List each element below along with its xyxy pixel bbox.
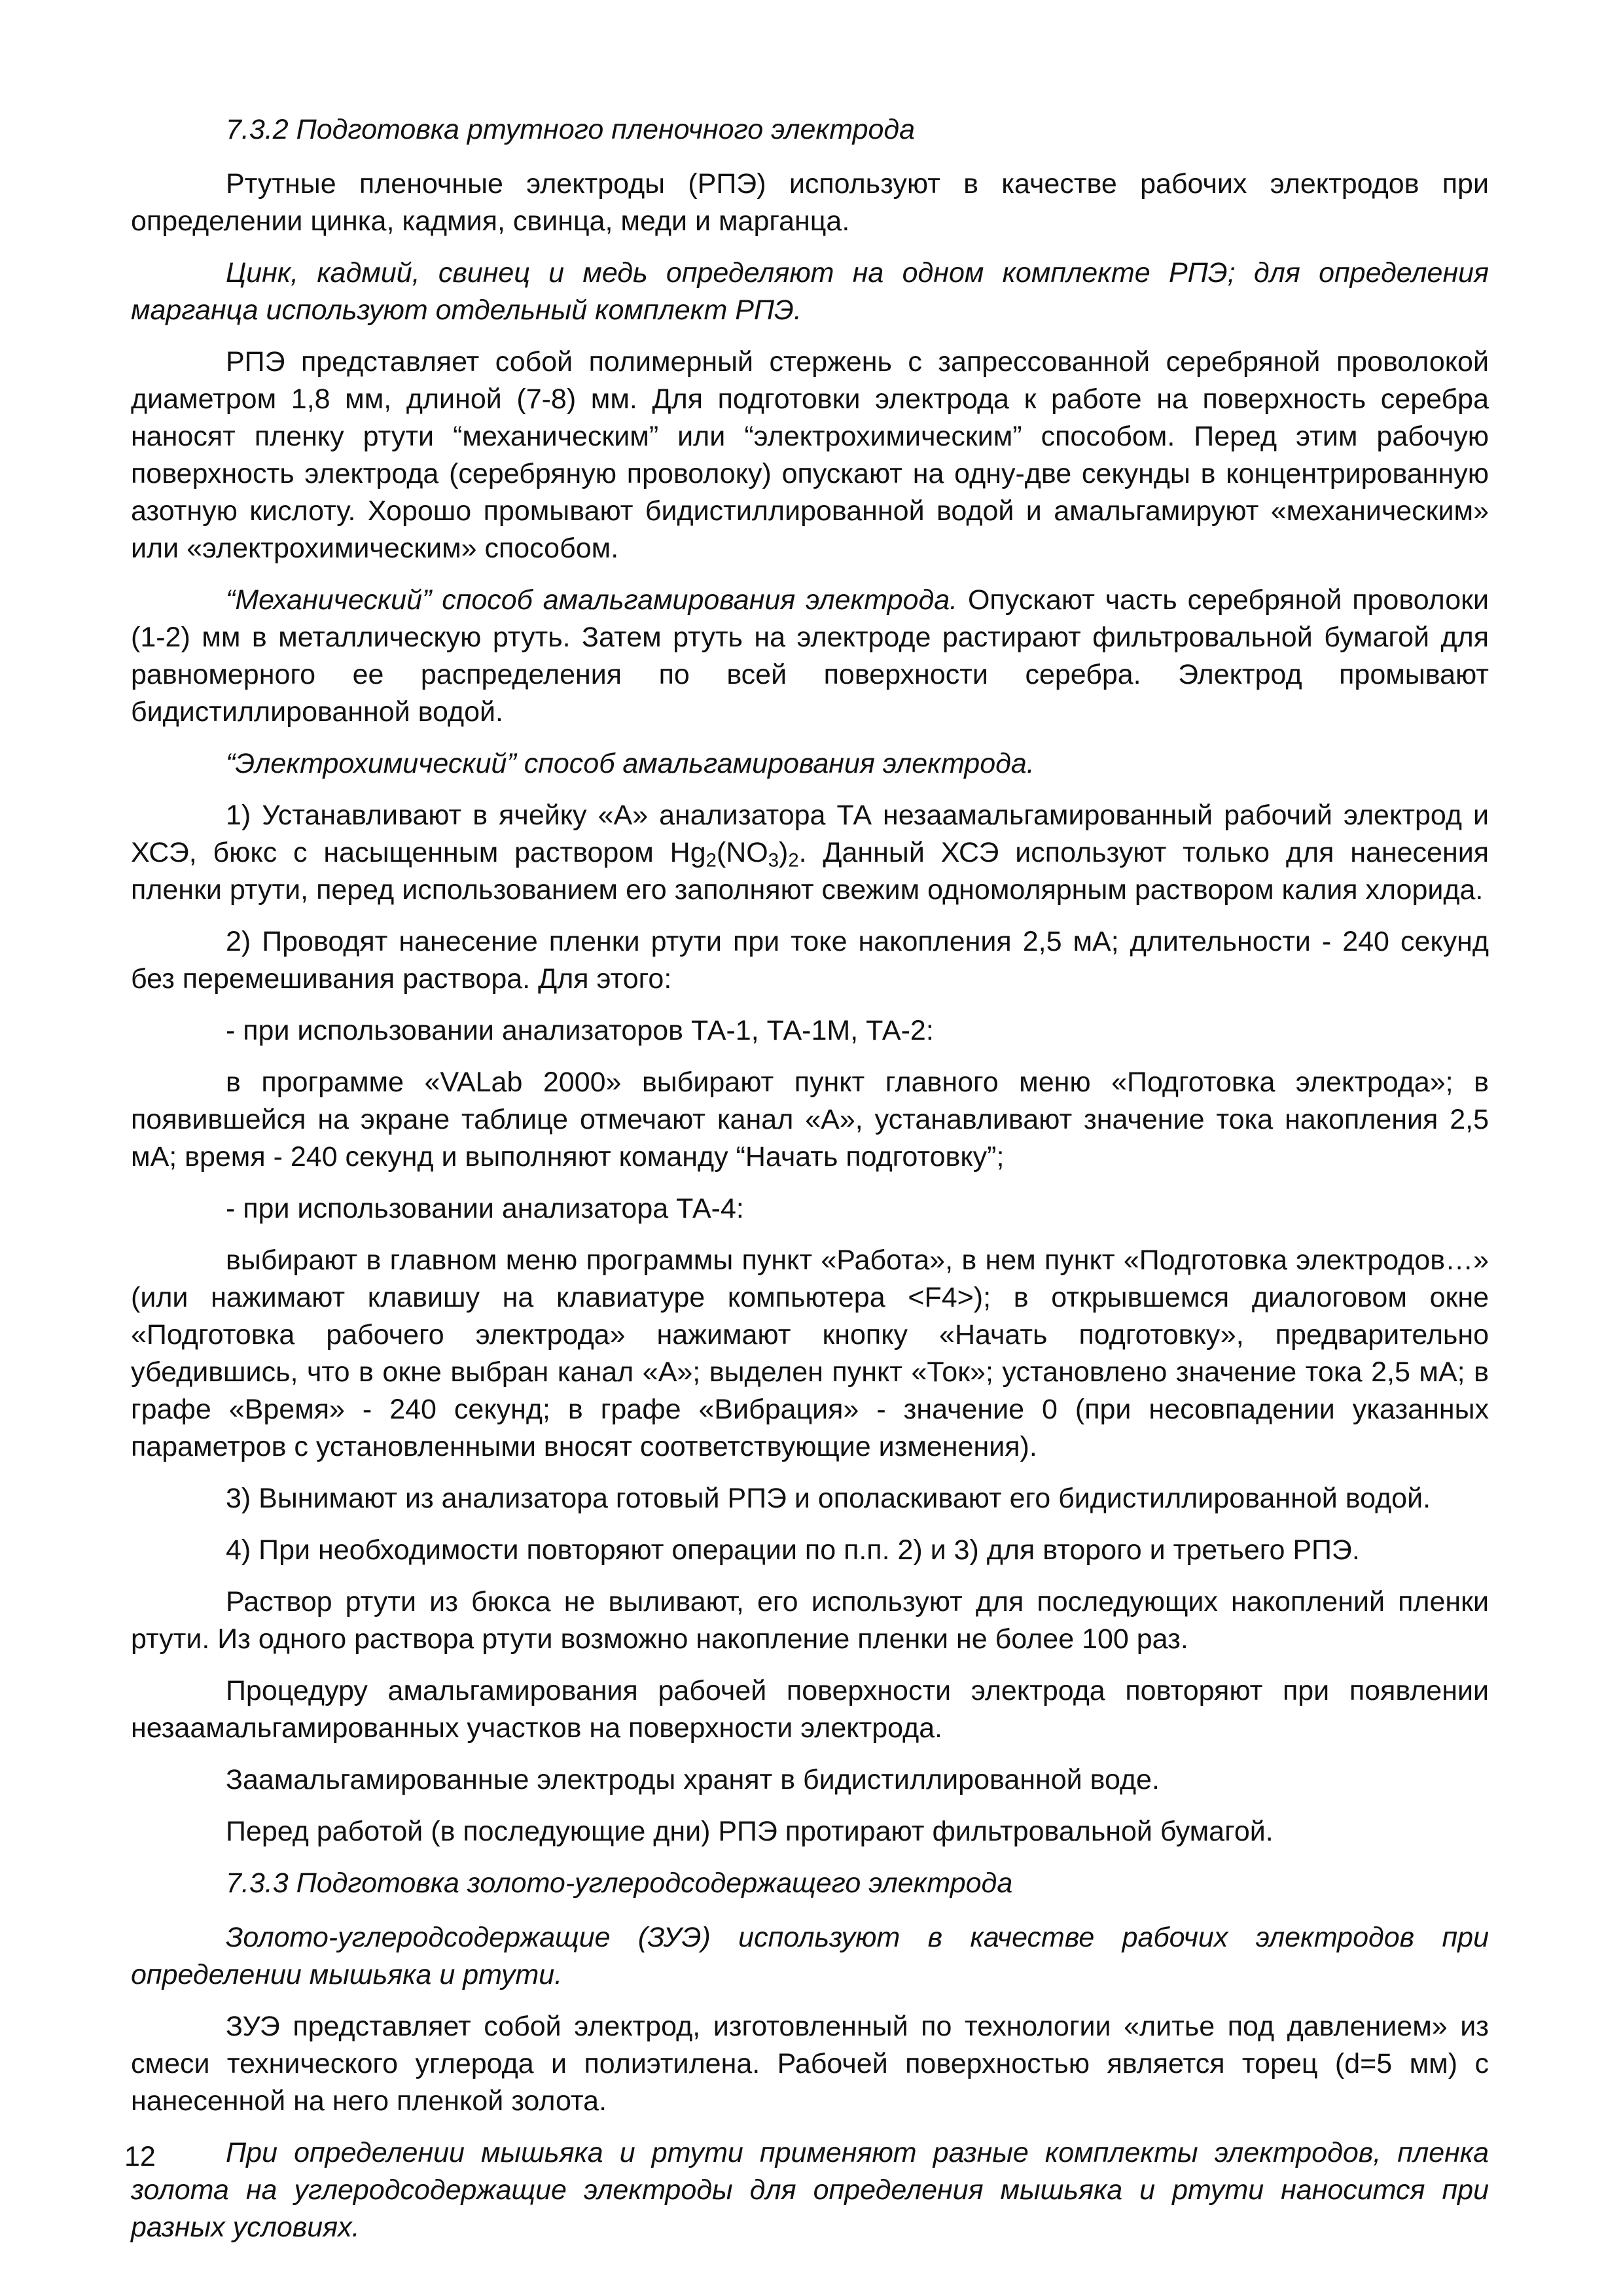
page-content: [131, 111, 1489, 2261]
step-2-case-1-text: в программе «VALab 2000» выбирают пункт главного меню «Подготовка электрода»; в появившейся на экране таблице отмечают канал «А», устанавливают значение тока накопления 2,5 мА; время - 240 секунд и выполняют команду “Начать подготовку”;: [131, 1067, 1489, 1173]
subscript: 2: [705, 850, 717, 872]
paragraph: Перед работой (в последующие дни) РПЭ протирают фильтровальной бумагой.: [226, 1816, 1274, 1847]
electrochemical-method-title: “Электрохимический” способ амальгамирования электрода.: [226, 748, 1035, 779]
step-2-case-2: - при использовании анализатора ТА-4:: [226, 1193, 744, 1224]
paragraph-mechanical-method: [131, 582, 1489, 731]
paragraph: Раствор ртути из бюкса не выливают, его используют для последующих накоплений пленки ртути. Из одного раствора ртути возможно накопление пленки не более 100 раз.: [131, 1586, 1489, 1655]
step-1-text: ): [779, 837, 789, 868]
paragraph-italic: Золото-углеродсодержащие (ЗУЭ) используют в качестве рабочих электродов при определении мышьяка и ртути.: [131, 1922, 1489, 1990]
mechanical-method-text: Опускают часть серебряной проволоки (1-2) мм в металлическую ртуть. Затем ртуть на электроде растирают фильтровальной бумагой для равномерного ее распределения по всей поверхности серебра. Электрод промывают бидистиллированной водой.: [131, 584, 1489, 728]
paragraph: ЗУЭ представляет собой электрод, изготовленный по технологии «литье под давлением» из смеси технического углерода и полиэтилена. Рабочей поверхностью является торец (d=5 мм) с нанесенной на него пленкой золота.: [131, 2011, 1489, 2117]
paragraph: Ртутные пленочные электроды (РПЭ) используют в качестве рабочих электродов при определении цинка, кадмия, свинца, меди и марганца.: [131, 168, 1489, 237]
paragraph: Процедуру амальгамирования рабочей поверхности электрода повторяют при появлении незаамальгамированных участков на поверхности электрода.: [131, 1675, 1489, 1744]
step-2: 2) Проводят нанесение пленки ртути при токе накопления 2,5 мА; длительности - 240 секунд без перемешивания раствора. Для этого:: [131, 926, 1489, 995]
subscript: 2: [788, 850, 799, 872]
paragraph-italic: Цинк, кадмий, свинец и медь определяют на одном комплекте РПЭ; для определения марганца используют отдельный комплект РПЭ.: [131, 257, 1489, 326]
step-1-text: 1) Устанавливают в ячейку «А» анализатора ТА незаамальгамированный рабочий электрод и ХСЭ, бюкс с насыщенным раствором Hg: [131, 800, 1489, 868]
paragraph: Заамальгамированные электроды хранят в бидистиллированной воде.: [226, 1764, 1160, 1795]
step-1-text: (NO: [716, 837, 768, 868]
step-3: 3) Вынимают из анализатора готовый РПЭ и ополаскивают его бидистиллированной водой.: [226, 1483, 1431, 1514]
step-1: [131, 797, 1489, 909]
mechanical-method-title: “Механический” способ амальгамирования электрода.: [226, 584, 958, 616]
step-2-case-2-text: выбирают в главном меню программы пункт «Работа», в нем пункт «Подготовка электродов…» (или нажимают клавишу на клавиатуре компьютера <F4>); в открывшемся диалоговом окне «Подготовка рабочего электрода» нажимают кнопку «Начать подготовку», предварительно убедившись, что в окне выбран канал «А»; выделен пункт «Ток»; установлено значение тока 2,5 мА; в графе «Время» - 240 секунд; в графе «Вибрация» - значение 0 (при несовпадении указанных параметров с установленными вносят соответствующие изменения).: [131, 1245, 1489, 1462]
step-4: 4) При необходимости повторяют операции по п.п. 2) и 3) для второго и третьего РПЭ.: [226, 1534, 1360, 1566]
paragraph: РПЭ представляет собой полимерный стержень с запрессованной серебряной проволокой диаметром 1,8 мм, длиной (7-8) мм. Для подготовки электрода к работе на поверхность серебра наносят пленку ртути “механическим” или “электрохимическим” способом. Перед этим рабочую поверхность электрода (серебряную проволоку) опускают на одну-две секунды в концентрированную азотную кислоту. Хорошо промывают бидистиллированной водой и амальгамируют «механическим» или «электрохимическим» способом.: [131, 346, 1489, 564]
step-2-case-1: - при использовании анализаторов ТА-1, ТА-1М, ТА-2:: [226, 1015, 934, 1046]
section-heading-7-3-2: 7.3.2 Подготовка ртутного пленочного электрода: [226, 114, 916, 145]
page-number: 12: [124, 2141, 156, 2172]
step-1-text: . Данный ХСЭ используют только для нанесения пленки ртути, перед использованием его заполняют свежим одномолярным раствором калия хлорида.: [131, 837, 1489, 906]
subscript: 3: [768, 850, 779, 872]
paragraph-italic: При определении мышьяка и ртути применяют разные комплекты электродов, пленка золота на углеродсодержащие электроды для определения мышьяка и ртути наносится при разных условиях.: [131, 2137, 1489, 2243]
section-heading-7-3-3: 7.3.3 Подготовка золото-углеродсодержащего электрода: [226, 1867, 1013, 1899]
